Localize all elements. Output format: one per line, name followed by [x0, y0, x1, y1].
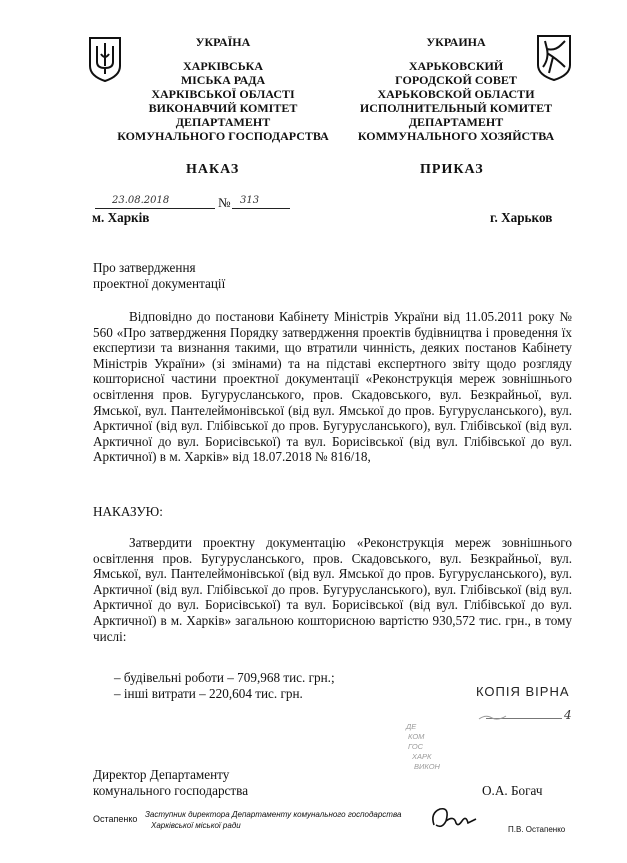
preamble-paragraph: Відповідно до постанови Кабінету Міністрів України від 11.05.2011 року № 560 «Про затвердження Порядку затвердження проектів будівництва і проведення їх експертизи та визнання такими, що втратили чинність, деяких постанов Кабінету Міністрів України» (зі змінами) та на підставі експертного звіту щодо розгляду кошторисної частини проектної документації «Реконструкція мереж зовнішнього освітлення пров. Бугурусланського, пров. Скадовського, вул. Безкрайньої, вул. Ямської, вул. Пантелеймонівської (від вул. Ямської до пров. Бугурусланського), вул. Арктичної (від вул. Глібівської до пров. Бугурусланського), вул. Глібівської (від вул. Арктичної до вул. Борисівської) та вул. Борисівської (від вул. Глібівської до вул. Арктичної) в м. Харків» від 18.07.2018 № 816/18,: [93, 309, 572, 465]
right-header-line: КОММУНАЛЬНОГО ХОЗЯЙСТВА: [357, 129, 555, 143]
number-underline: [232, 208, 290, 209]
number-handwritten: 313: [240, 195, 260, 206]
stamp-number: 4: [564, 708, 572, 722]
executor-name: Остапенко: [93, 814, 138, 824]
number-sign: №: [218, 195, 231, 210]
city-right: г. Харьков: [490, 210, 553, 225]
right-header-line: ХАРЬКОВСКИЙ: [408, 59, 504, 73]
left-header-line: МІСЬКА РАДА: [180, 73, 266, 87]
right-header-line: ИСПОЛНИТЕЛЬНЫЙ КОМИТЕТ: [359, 101, 553, 115]
signatory-name: О.А. Богач: [482, 783, 543, 798]
right-header-line: ХАРЬКОВСКОЙ ОБЛАСТИ: [377, 87, 535, 101]
left-header-line: ВИКОНАВЧИЙ КОМІТЕТ: [148, 101, 298, 115]
city-left: м. Харків: [92, 210, 150, 225]
certification-line-2: Харківської міської ради: [151, 821, 241, 830]
order-word: НАКАЗУЮ:: [93, 504, 163, 519]
certifier-name: П.В. Остапенко: [508, 825, 566, 834]
signatory-title-2: комунального господарства: [93, 783, 249, 798]
list-item: – інші витрати – 220,604 тис. грн.: [114, 686, 303, 701]
handwritten-signature: [428, 803, 480, 835]
signatory-title-1: Директор Департаменту: [93, 767, 230, 782]
left-header-line: КОМУНАЛЬНОГО ГОСПОДАРСТВА: [117, 129, 329, 143]
subject-line-2: проектної документації: [93, 276, 226, 291]
certification-line-1: Заступник директора Департаменту комунального господарства: [145, 810, 402, 819]
right-header: [345, 35, 567, 143]
left-country: УКРАЇНА: [195, 35, 251, 49]
right-header-line: ГОРОДСКОЙ СОВЕТ: [395, 73, 517, 87]
subject-line-1: Про затвердження: [93, 260, 196, 275]
right-header-line: ДЕПАРТАМЕНТ: [408, 115, 504, 129]
left-header-line: ХАРКІВСЬКА: [182, 59, 263, 73]
doc-type-right: ПРИКАЗ: [420, 162, 484, 177]
list-item: – будівельні роботи – 709,968 тис. грн.;: [114, 670, 335, 685]
faint-seal-stamp: ДЕ КОМ ГОС ХАРК ВИКОН: [406, 722, 440, 771]
left-header-line: ДЕПАРТАМЕНТ: [175, 115, 271, 129]
date-handwritten: 23.08.2018: [112, 195, 170, 206]
date-underline: [95, 208, 215, 209]
order-paragraph: Затвердити проектну документацію «Реконструкція мереж зовнішнього освітлення пров. Бугурусланського, пров. Скадовського, вул. Безкрайньої, вул. Ямської, вул. Пантелеймонівської (від вул. Ямської до пров. Бугурусланського), вул. Арктичної (від вул. Глібівської до пров. Бугурусланського), вул. Глібівської (від вул. Арктичної до вул. Борисівської) та вул. Борисівської (від вул. Глібівської до вул. Арктичної) в м. Харків» загальною кошторисною вартістю 930,572 тис. грн., в тому числі:: [93, 535, 572, 644]
doc-type-left: НАКАЗ: [186, 162, 240, 177]
faint-scribble: [478, 708, 508, 716]
left-header-line: ХАРКІВСЬКОЇ ОБЛАСТІ: [151, 87, 295, 101]
copy-true-stamp: КОПІЯ ВІРНА: [476, 684, 570, 699]
right-country: УКРАИНА: [426, 35, 486, 49]
left-header: [108, 35, 338, 143]
